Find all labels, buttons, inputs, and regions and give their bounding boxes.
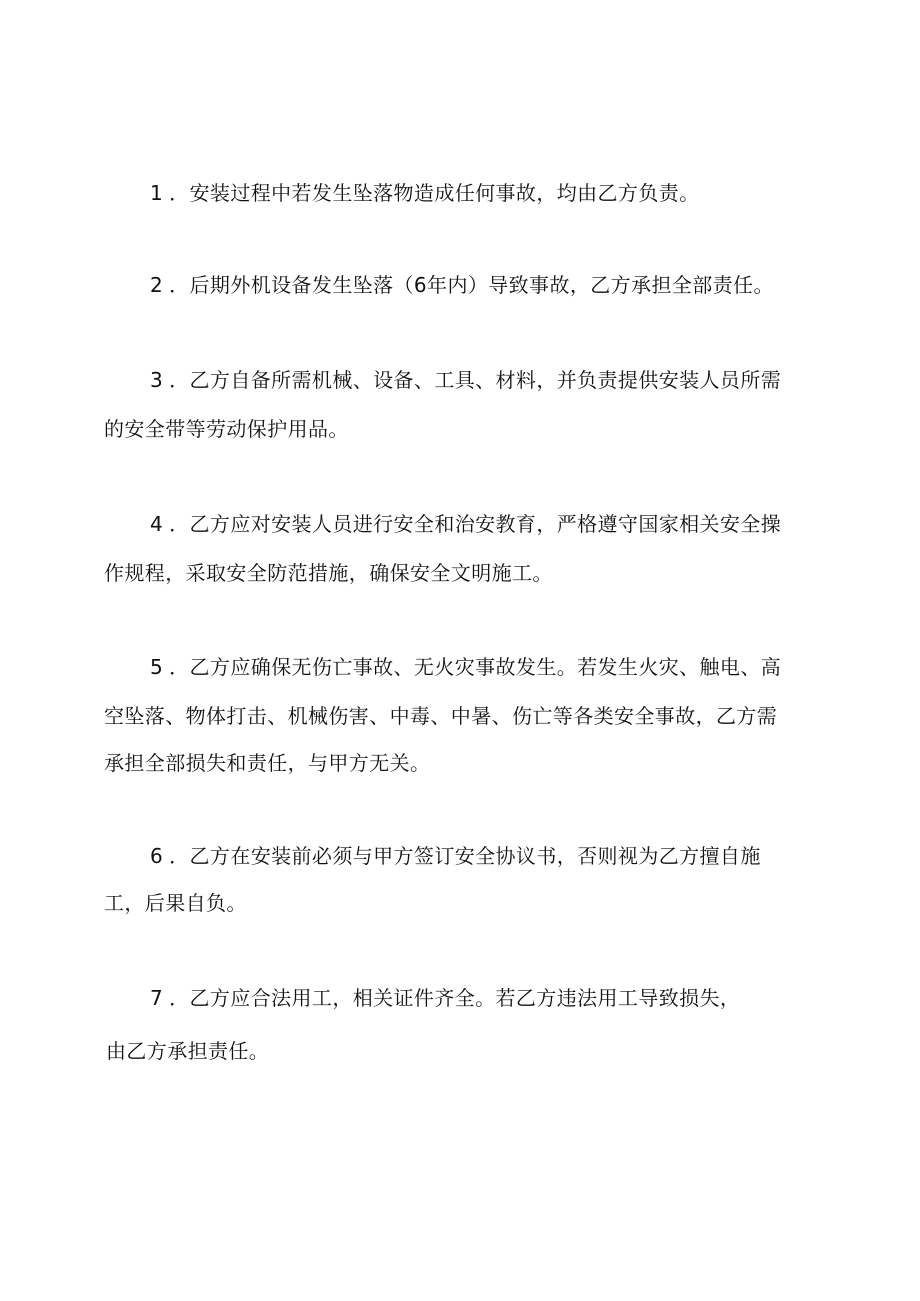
clause-1-line-1 — [150, 180, 700, 206]
clause-7-line-1 — [150, 985, 740, 1011]
clause-7-text: ．乙方应合法用工，相关证件齐全。若乙方违法用工导致损失， — [169, 986, 741, 1010]
clause-6-line-2: 工，后果自负。 — [104, 891, 247, 915]
clause-2-text: ．后期外机设备发生坠落（6年内）导致事故，乙方承担全部责任。 — [169, 273, 774, 297]
clause-4-line-1 — [150, 511, 781, 537]
clause-7-number: 7 — [150, 986, 164, 1010]
clause-4-line-2: 作规程，采取安全防范措施，确保安全文明施工。 — [104, 561, 553, 585]
clause-1-number: 1 — [150, 181, 164, 205]
clause-6-number: 6 — [150, 844, 164, 868]
clause-3-line-2: 的安全带等劳动保护用品。 — [104, 417, 349, 441]
clause-2-number: 2 — [150, 273, 164, 297]
clause-1-text: ．安装过程中若发生坠落物造成任何事故，均由乙方负责。 — [169, 181, 700, 205]
clause-5-text: ．乙方应确保无伤亡事故、无火灾事故发生。若发生火灾、触电、高 — [169, 655, 782, 679]
clause-5-number: 5 — [150, 655, 164, 679]
clause-7-line-2: 由乙方承担责任。 — [106, 1039, 270, 1063]
clause-3-number: 3 — [150, 368, 164, 392]
clause-4-text: ．乙方应对安装人员进行安全和治安教育，严格遵守国家相关安全操 — [169, 512, 782, 536]
clause-3-text: ．乙方自备所需机械、设备、工具、材料，并负责提供安装人员所需 — [169, 368, 782, 392]
clause-5-line-3: 承担全部损失和责任，与甲方无关。 — [104, 751, 431, 775]
clause-2-line-1 — [150, 272, 774, 298]
clause-6-text: ．乙方在安装前必须与甲方签订安全协议书，否则视为乙方擅自施 — [169, 844, 761, 868]
clause-6-line-1 — [150, 843, 761, 869]
clause-3-line-1 — [150, 367, 781, 393]
clause-5-line-2: 空坠落、物体打击、机械伤害、中毒、中暑、伤亡等各类安全事故，乙方需 — [104, 704, 778, 728]
clause-4-number: 4 — [150, 512, 164, 536]
clause-5-line-1 — [150, 654, 781, 680]
